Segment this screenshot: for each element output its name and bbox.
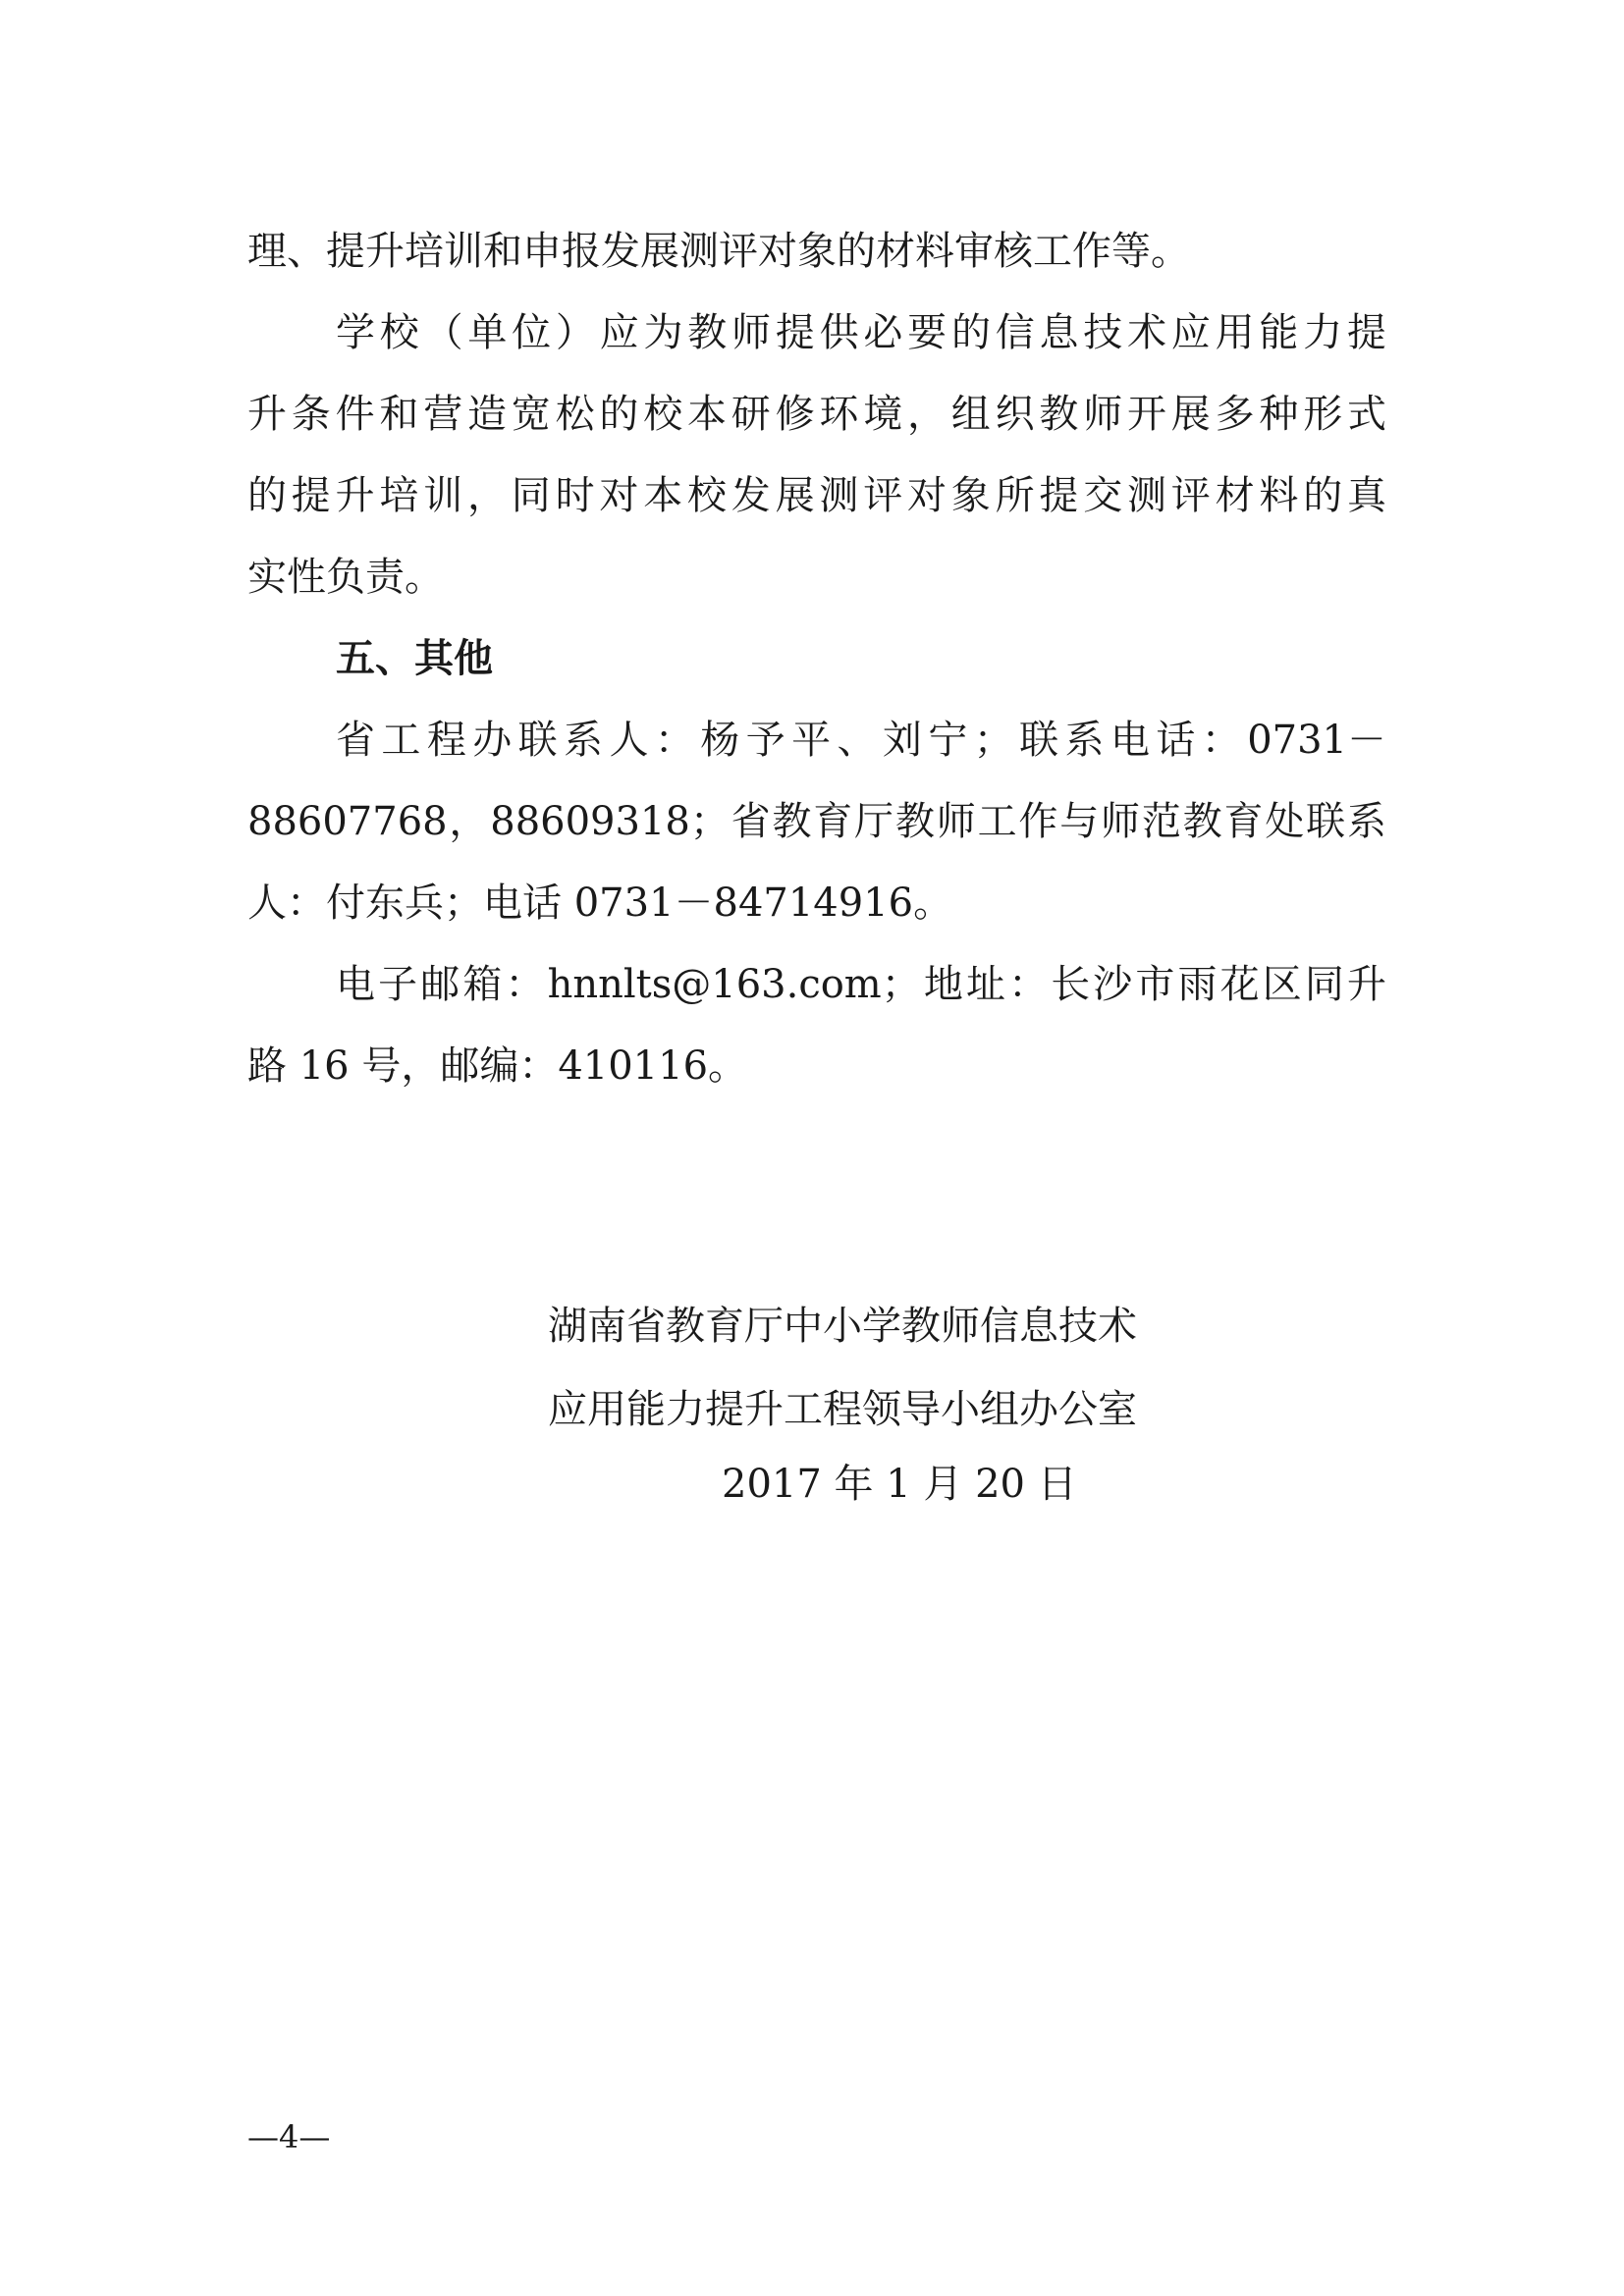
- page-number: —4—: [247, 2118, 331, 2156]
- paragraph-line: 实性负责。: [247, 555, 444, 600]
- paragraph-line: 的提升培训，同时对本校发展测评对象所提交测评材料的真: [247, 473, 1386, 518]
- signature-org-line1: 湖南省教育厅中小学教师信息技术: [548, 1304, 1137, 1349]
- section-heading: 五、其他: [336, 636, 493, 681]
- signature-org-line2: 应用能力提升工程领导小组办公室: [548, 1387, 1137, 1432]
- paragraph-line: 理、提升培训和申报发展测评对象的材料审核工作等。: [247, 229, 1190, 274]
- contact-line: 88607768，88609318；省教育厅教师工作与师范教育处联系: [247, 799, 1386, 844]
- paragraph-line: 学校（单位）应为教师提供必要的信息技术应用能力提: [336, 310, 1386, 355]
- address-line: 路 16 号，邮编：410116。: [247, 1043, 748, 1089]
- contact-line: 省工程办联系人：杨予平、刘宁；联系电话：0731－: [336, 718, 1386, 763]
- address-line: 电子邮箱：hnnlts@163.com；地址：长沙市雨花区同升: [336, 962, 1386, 1007]
- paragraph-line: 升条件和营造宽松的校本研修环境，组织教师开展多种形式: [247, 392, 1386, 437]
- contact-line: 人：付东兵；电话 0731－84714916。: [247, 881, 953, 926]
- signature-date: 2017 年 1 月 20 日: [722, 1462, 1077, 1507]
